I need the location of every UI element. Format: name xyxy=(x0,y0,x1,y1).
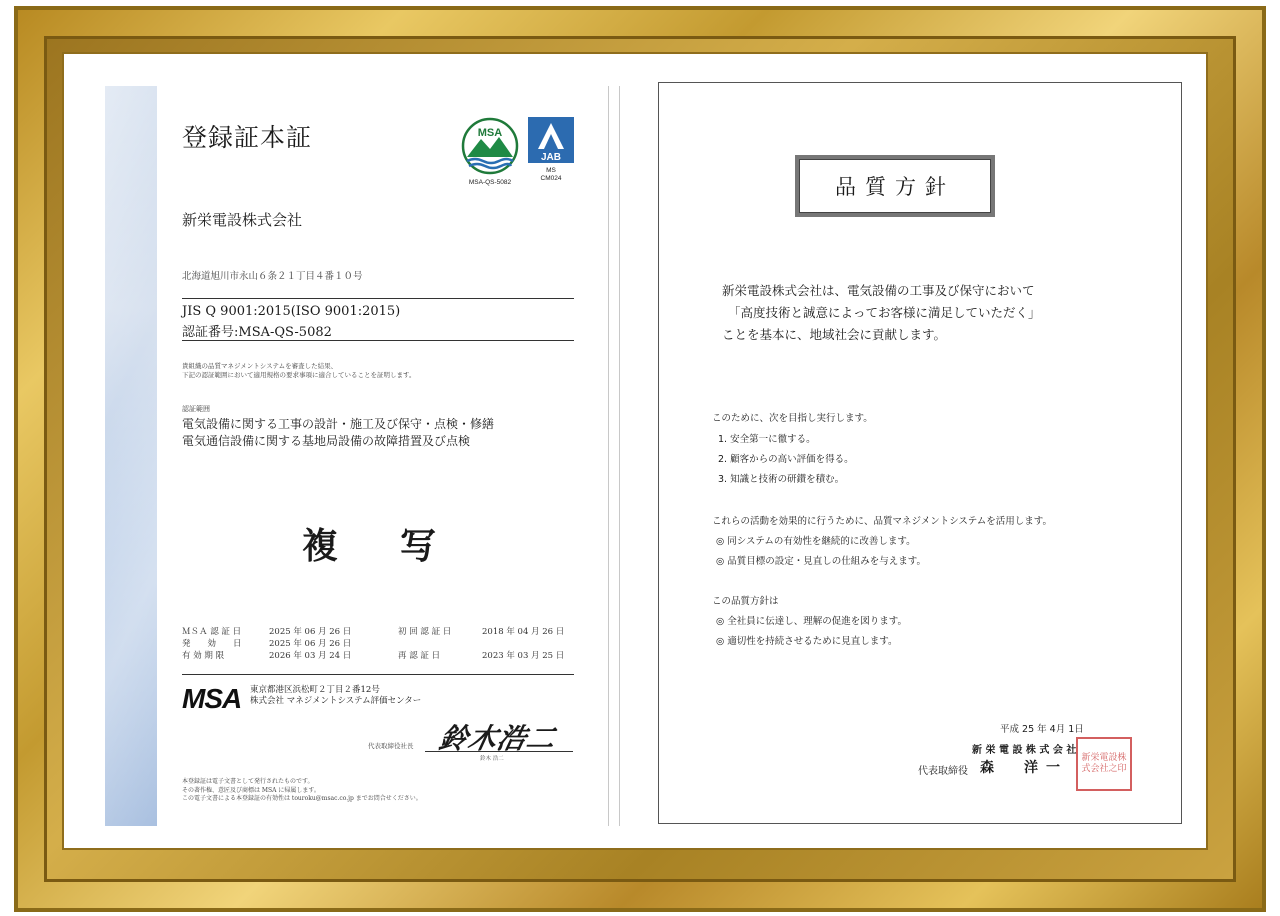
policy-company: 新 栄 電 設 株 式 会 社 xyxy=(972,745,1077,756)
jab-logo-icon xyxy=(528,117,574,163)
certified-company: 新栄電設株式会社 xyxy=(182,211,303,229)
expiry-date-value: 2026 年 03 月 24 日 xyxy=(269,651,352,661)
policy-intro xyxy=(722,280,1041,346)
section3-item: ◎ 全社員に伝達し、理解の促進を図ります。 xyxy=(716,616,908,627)
issuer-address: 東京都港区浜松町２丁目２番12号 xyxy=(250,685,380,695)
scope-label: 認証範囲 xyxy=(182,405,210,413)
jab-accreditation-mark xyxy=(527,117,575,182)
certificate-title: 登録証本証 xyxy=(182,123,313,152)
section1-heading: このために、次を目指し実行します。 xyxy=(712,413,873,424)
msa-cert-date-label: ＭＳＡ 認 証 日 xyxy=(182,627,242,637)
issuer-name: 株式会社 マネジメントシステム評価センター xyxy=(250,696,422,706)
policy-intro-line: ことを基本に、地域社会に貢献します。 xyxy=(722,327,947,342)
recert-date-value: 2023 年 03 月 25 日 xyxy=(482,651,565,661)
msa-mountain-icon xyxy=(461,117,519,175)
msa-logo: MSA xyxy=(182,683,242,714)
declaration xyxy=(182,362,522,380)
decorative-band xyxy=(105,86,157,826)
company-address: 北海道旭川市永山６条２１丁目４番１０号 xyxy=(182,271,363,282)
recert-date-label: 再 認 証 日 xyxy=(398,651,441,661)
scope-line: 電気通信設備に関する基地局設備の故障措置及び点検 xyxy=(182,434,471,448)
signatory-name: 鈴木 浩二 xyxy=(480,756,504,762)
registration-certificate xyxy=(105,86,575,826)
scope-line: 電気設備に関する工事の設計・施工及び保守・点検・修繕 xyxy=(182,417,495,431)
initial-cert-date-value: 2018 年 04 月 26 日 xyxy=(482,627,565,637)
section2-item: ◎ 同システムの有効性を継続的に改善します。 xyxy=(716,536,916,547)
page-divider xyxy=(608,86,620,826)
notice-line: この電子文書による本登録証の有効性は touroku@msac.co.jp までお問合せください。 xyxy=(182,795,422,802)
electronic-notice xyxy=(182,778,512,804)
msa-mark-text: MSA xyxy=(477,127,503,139)
seal-text: 新栄電設株式会社之印 xyxy=(1081,753,1127,774)
representative-title: 代表取締役社長 xyxy=(368,742,414,750)
policy-title-box xyxy=(795,155,995,217)
policy-intro-line: 「高度技術と誠意によってお客様に満足していただく」 xyxy=(728,305,1041,320)
rule-top xyxy=(182,298,574,299)
issuer-info xyxy=(250,685,470,707)
section2-heading: これらの活動を効果的に行うために、品質マネジメントシステムを活用します。 xyxy=(712,516,1053,527)
jab-mark-text: JAB xyxy=(540,152,562,163)
policy-title: 品質方針 xyxy=(799,159,991,213)
section1-item: 2. 顧客からの高い評価を得る。 xyxy=(718,454,854,465)
section1-item: 1. 安全第一に徹する。 xyxy=(718,434,816,445)
signature-line xyxy=(425,751,573,752)
notice-line: 本登録証は電子文書として発行されたものです。 xyxy=(182,778,314,785)
msa-certification-mark xyxy=(460,117,520,187)
jab-mark-caption-line2: CM024 xyxy=(540,174,562,182)
effective-date-label: 発 効 日 xyxy=(182,639,242,649)
section2-item: ◎ 品質目標の設定・見直しの仕組みを与えます。 xyxy=(716,556,927,567)
policy-date: 平成 25 年 4月 1日 xyxy=(1000,724,1084,735)
notice-line: その著作権、意匠及び商標は MSA に帰属します。 xyxy=(182,786,320,794)
copy-watermark: 複写 xyxy=(302,525,499,567)
scope xyxy=(182,416,582,450)
policy-rep-name: 森 洋一 xyxy=(980,760,1068,776)
rule-bottom xyxy=(182,340,574,341)
jab-mark-caption-line1: MS xyxy=(546,167,556,174)
company-seal-stamp xyxy=(1076,737,1132,791)
policy-rep-title: 代表取締役 xyxy=(918,766,968,777)
expiry-date-label: 有 効 期 限 xyxy=(182,651,225,661)
declaration-line: 下記の認証範囲において適用規格の要求事項に適合していることを証明します。 xyxy=(182,371,416,379)
section3-heading: この品質方針は xyxy=(712,596,779,607)
standard-name: JIS Q 9001:2015(ISO 9001:2015) xyxy=(182,304,401,319)
section1-item: 3. 知識と技術の研鑚を積む。 xyxy=(718,474,845,485)
section3-item: ◎ 適切性を持続させるために見直します。 xyxy=(716,636,898,647)
declaration-line: 貴組織の品質マネジメントシステムを審査した結果、 xyxy=(182,362,338,370)
msa-cert-date-value: 2025 年 06 月 26 日 xyxy=(269,627,352,637)
msa-mark-caption: MSA-QS-5082 xyxy=(468,179,512,186)
initial-cert-date-label: 初 回 認 証 日 xyxy=(398,627,452,637)
effective-date-value: 2025 年 06 月 26 日 xyxy=(269,639,352,649)
signature: 鈴木浩二 xyxy=(436,722,560,755)
certificate-number: 認証番号:MSA-QS-5082 xyxy=(182,325,332,340)
policy-intro-line: 新栄電設株式会社は、電気設備の工事及び保守において xyxy=(722,283,1035,298)
rule-dates xyxy=(182,674,574,675)
